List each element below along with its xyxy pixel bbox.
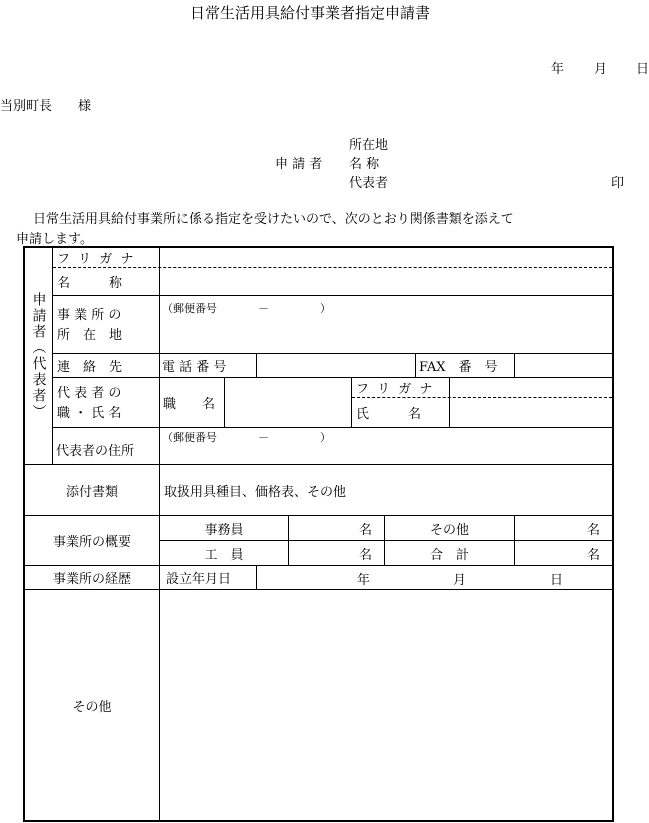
other-staff-label: その他 [429, 522, 469, 538]
date-month-label: 月 [594, 62, 608, 77]
name-input[interactable] [160, 268, 612, 295]
office-location-label-1: 事 業 所 の [57, 308, 122, 323]
date-year-label: 年 [551, 62, 565, 77]
office-overview-label: 事業所の概要 [52, 535, 131, 550]
representative-address-input[interactable] [160, 428, 612, 464]
representative-name-input[interactable] [450, 398, 612, 427]
worker-count-unit: 名 [358, 547, 372, 563]
body-text-line2: 申請します。 [16, 232, 93, 247]
applicant-name-label: 名 称 [349, 157, 380, 172]
established-month-label: 月 [453, 573, 467, 588]
office-location-label-2: 所 在 地 [57, 328, 123, 343]
furigana-label: フ リ ガ ナ [57, 251, 136, 267]
applicant-block-label: 申 請 者 [275, 157, 323, 172]
job-title-label: 職 名 [163, 397, 216, 412]
job-title-input[interactable] [225, 378, 351, 427]
attached-docs-label: 添付書類 [65, 484, 118, 500]
representative-name-label: 氏 名 [356, 407, 422, 422]
total-count-unit: 名 [586, 547, 600, 563]
established-date-label: 設立年月日 [166, 572, 232, 587]
fax-input[interactable] [515, 354, 612, 377]
representative-label-1: 代 表 者 の [57, 386, 122, 401]
representative-furigana-input[interactable] [450, 378, 612, 397]
addressee: 当別町長 様 [0, 99, 92, 114]
others-label: その他 [72, 699, 112, 715]
total-label: 合 計 [429, 547, 469, 563]
applicant-side-label [25, 248, 52, 464]
other-staff-count-unit: 名 [586, 522, 600, 538]
representative-label-2: 職 ・ 氏 名 [57, 406, 122, 421]
clerk-count-unit: 名 [358, 522, 372, 538]
established-year-label: 年 [357, 573, 371, 588]
contact-label: 連 絡 先 [57, 360, 123, 375]
office-postal-label: （郵便番号 [162, 302, 217, 315]
office-history-label: 事業所の経歴 [52, 572, 131, 587]
applicant-representative-label: 代表者 [349, 176, 389, 191]
rep-postal-label: （郵便番号 [162, 431, 217, 444]
applicant-location-label: 所在地 [349, 138, 389, 153]
date-day-label: 日 [636, 62, 649, 77]
office-postal-dash: － [258, 302, 269, 315]
furigana-input[interactable] [160, 248, 612, 267]
applicant-side-label-text: 申請者（代表者） [30, 292, 47, 420]
worker-label: 工 員 [204, 547, 244, 563]
office-postal-close: ） [320, 302, 331, 315]
attached-docs-value: 取扱用具種目、価格表、その他 [164, 484, 347, 500]
representative-furigana-label: フ リ ガ ナ [356, 382, 435, 397]
fax-label: FAX 番 号 [419, 360, 498, 375]
clerk-label: 事務員 [204, 522, 244, 538]
others-input[interactable] [160, 590, 612, 820]
document-title: 日常生活用具給付事業者指定申請書 [190, 4, 431, 22]
rep-postal-dash: － [258, 431, 269, 444]
tel-label: 電 話 番 号 [162, 360, 227, 375]
tel-input[interactable] [257, 354, 415, 377]
office-address-input[interactable] [160, 296, 612, 353]
name-label: 名 称 [57, 276, 123, 291]
rep-postal-close: ） [320, 431, 331, 444]
representative-address-label: 代表者の住所 [56, 444, 135, 459]
seal-mark: 印 [611, 176, 625, 191]
body-text-line1: 日常生活用具給付事業所に係る指定を受けたいので、次のとおり関係書類を添えて [33, 212, 514, 227]
established-day-label: 日 [550, 573, 564, 588]
